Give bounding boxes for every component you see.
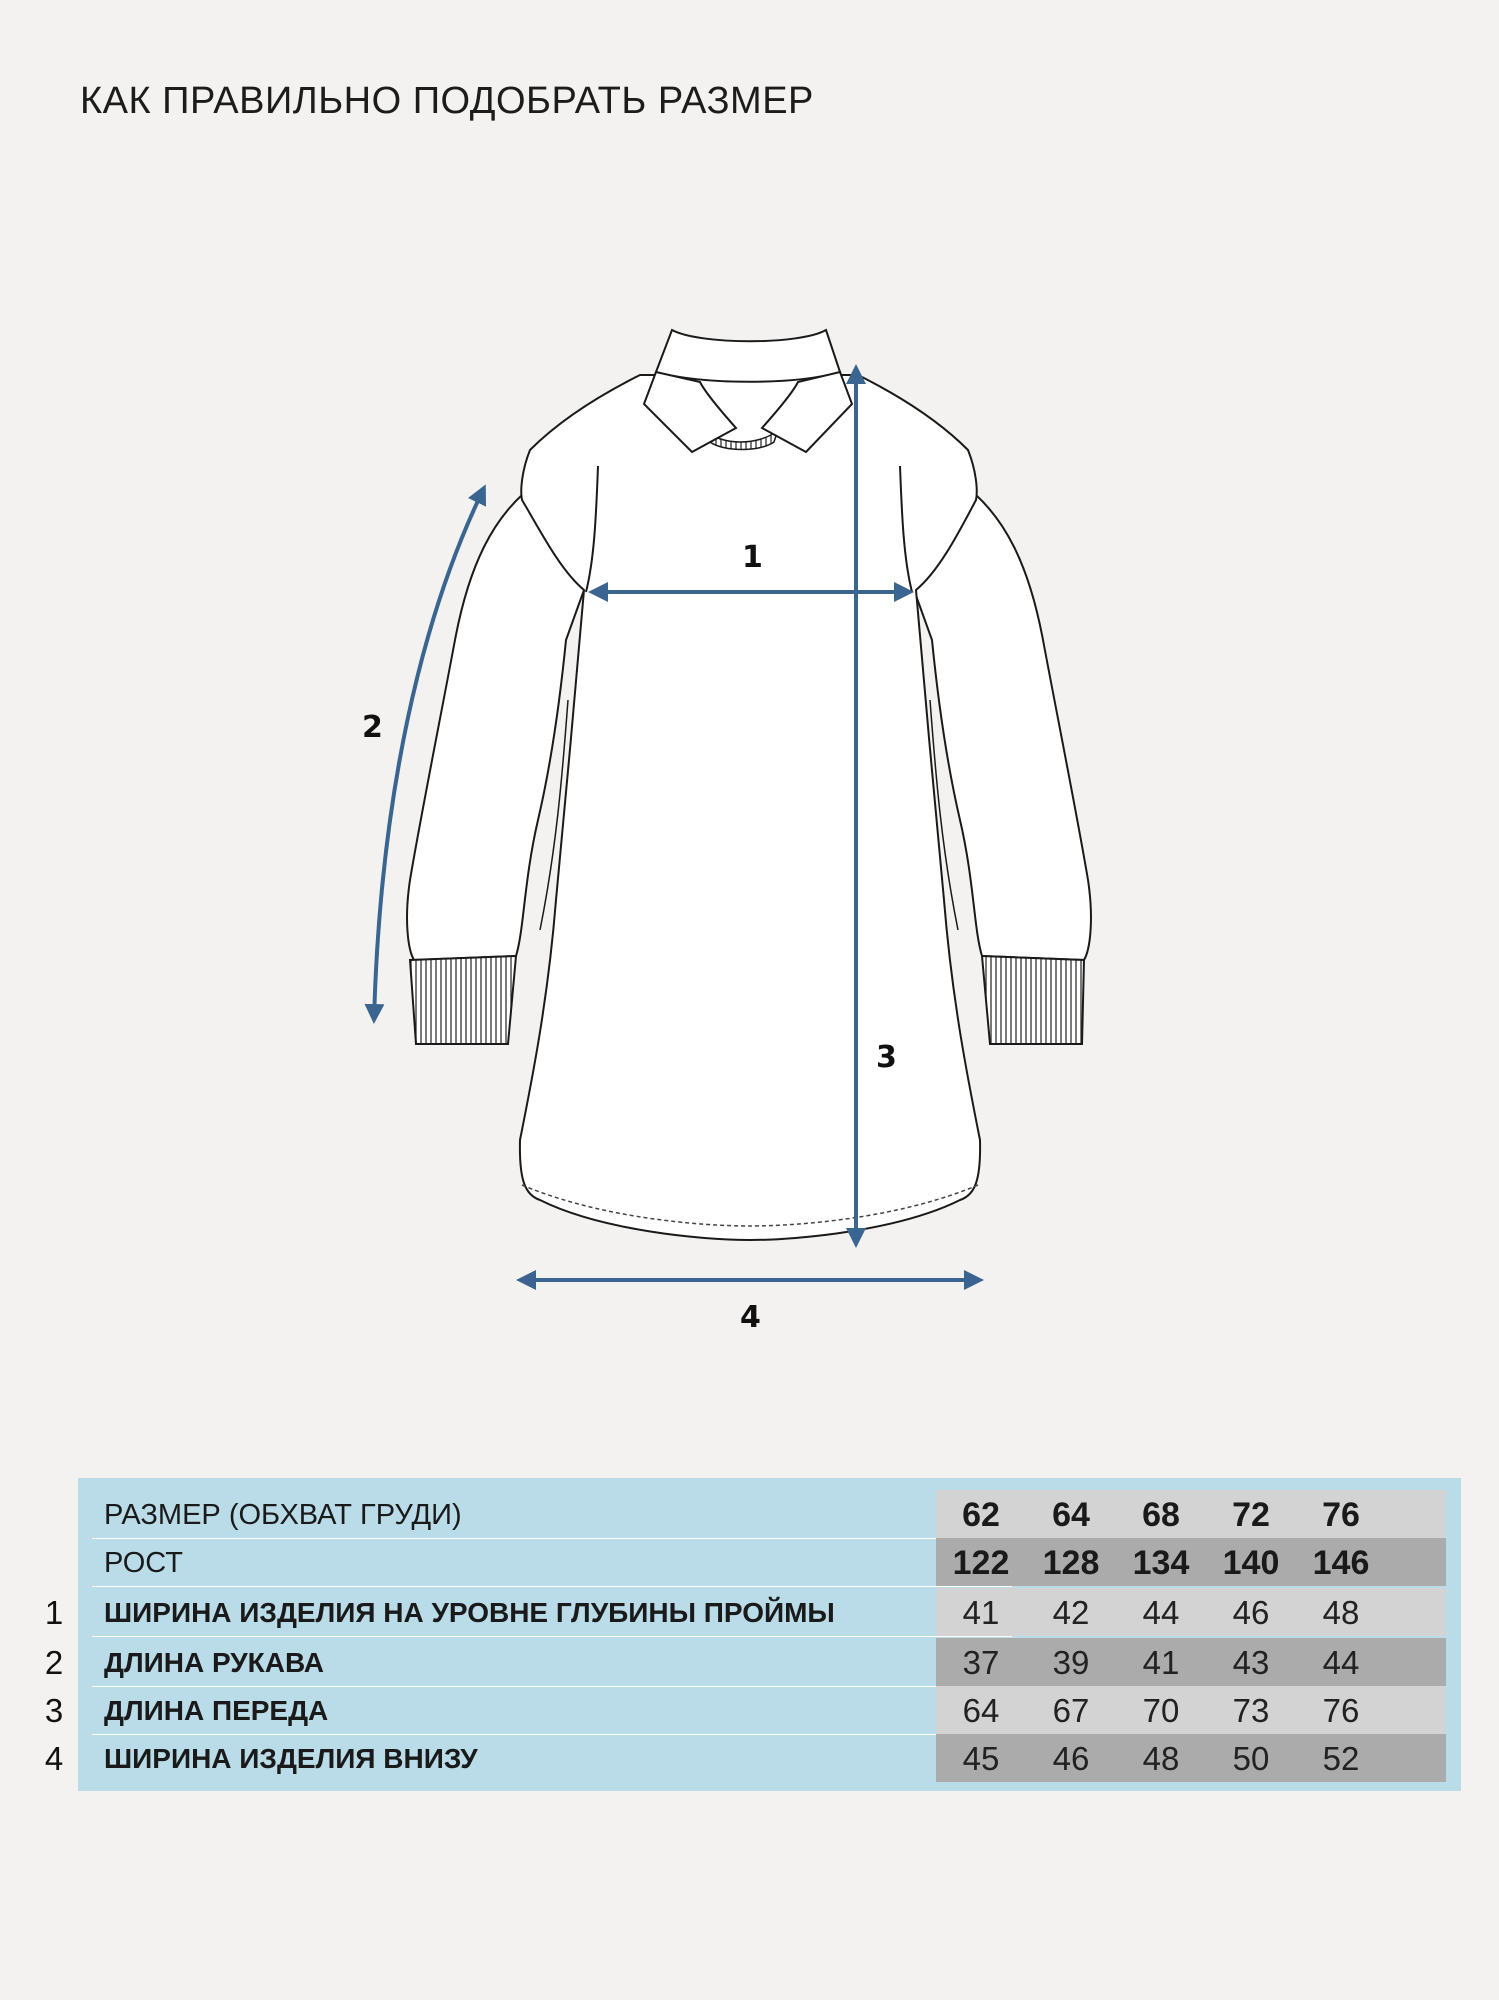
measure-label-4: 4 bbox=[740, 1300, 761, 1335]
row-label: ШИРИНА ИЗДЕЛИЯ НА УРОВНЕ ГЛУБИНЫ ПРОЙМЫ bbox=[104, 1597, 835, 1628]
row-label: РАЗМЕР (ОБХВАТ ГРУДИ) bbox=[104, 1499, 462, 1531]
garment-body bbox=[520, 375, 980, 1240]
table-row-3 bbox=[78, 1686, 1461, 1734]
right-cuff bbox=[982, 956, 1084, 1044]
size-table bbox=[78, 1478, 1461, 1791]
cell: 62 bbox=[962, 1496, 1000, 1534]
row-number: 1 bbox=[44, 1594, 64, 1631]
cell: 72 bbox=[1232, 1496, 1270, 1534]
row-number: 3 bbox=[44, 1692, 64, 1729]
cell: 128 bbox=[1042, 1544, 1100, 1582]
table-row-4 bbox=[78, 1734, 1461, 1782]
measure-label-1: 1 bbox=[742, 540, 763, 575]
cell: 39 bbox=[1052, 1644, 1090, 1681]
cell: 140 bbox=[1222, 1544, 1280, 1582]
table-row-2 bbox=[78, 1638, 1461, 1686]
collar bbox=[656, 330, 840, 382]
cell: 42 bbox=[1052, 1594, 1090, 1631]
cell: 68 bbox=[1142, 1496, 1180, 1534]
table-row-1 bbox=[78, 1588, 1461, 1636]
cell: 41 bbox=[1142, 1644, 1180, 1681]
left-cuff bbox=[410, 956, 516, 1044]
table-row-height bbox=[78, 1538, 1461, 1586]
cell: 44 bbox=[1322, 1644, 1360, 1681]
cell: 76 bbox=[1322, 1496, 1360, 1534]
cell: 134 bbox=[1132, 1544, 1190, 1582]
cell: 37 bbox=[962, 1644, 1000, 1681]
cell: 43 bbox=[1232, 1644, 1270, 1681]
table-row-size bbox=[78, 1490, 1461, 1538]
cell: 73 bbox=[1232, 1692, 1270, 1729]
cell: 48 bbox=[1142, 1740, 1180, 1777]
cell: 50 bbox=[1232, 1740, 1270, 1777]
row-number: 2 bbox=[44, 1644, 64, 1681]
page-title: КАК ПРАВИЛЬНО ПОДОБРАТЬ РАЗМЕР bbox=[80, 80, 814, 122]
cell: 48 bbox=[1322, 1594, 1360, 1631]
row-label: ДЛИНА РУКАВА bbox=[104, 1647, 325, 1678]
cell: 45 bbox=[962, 1740, 1000, 1777]
cell: 67 bbox=[1052, 1692, 1090, 1729]
cell: 41 bbox=[962, 1594, 1000, 1631]
cell: 76 bbox=[1322, 1692, 1360, 1729]
row-label: ШИРИНА ИЗДЕЛИЯ ВНИЗУ bbox=[104, 1743, 478, 1774]
row-label: РОСТ bbox=[104, 1547, 183, 1579]
cell: 52 bbox=[1322, 1740, 1360, 1777]
row-label: ДЛИНА ПЕРЕДА bbox=[104, 1695, 329, 1726]
measure-label-3: 3 bbox=[876, 1040, 897, 1075]
cell: 70 bbox=[1142, 1692, 1180, 1729]
cell: 64 bbox=[962, 1692, 1000, 1729]
measure-label-2: 2 bbox=[362, 710, 383, 745]
cell: 64 bbox=[1052, 1496, 1090, 1534]
cell: 46 bbox=[1052, 1740, 1090, 1777]
row-number: 4 bbox=[44, 1740, 64, 1777]
cell: 122 bbox=[952, 1544, 1010, 1582]
cell: 44 bbox=[1142, 1594, 1180, 1631]
cell: 146 bbox=[1312, 1544, 1370, 1582]
cell: 46 bbox=[1232, 1594, 1270, 1631]
